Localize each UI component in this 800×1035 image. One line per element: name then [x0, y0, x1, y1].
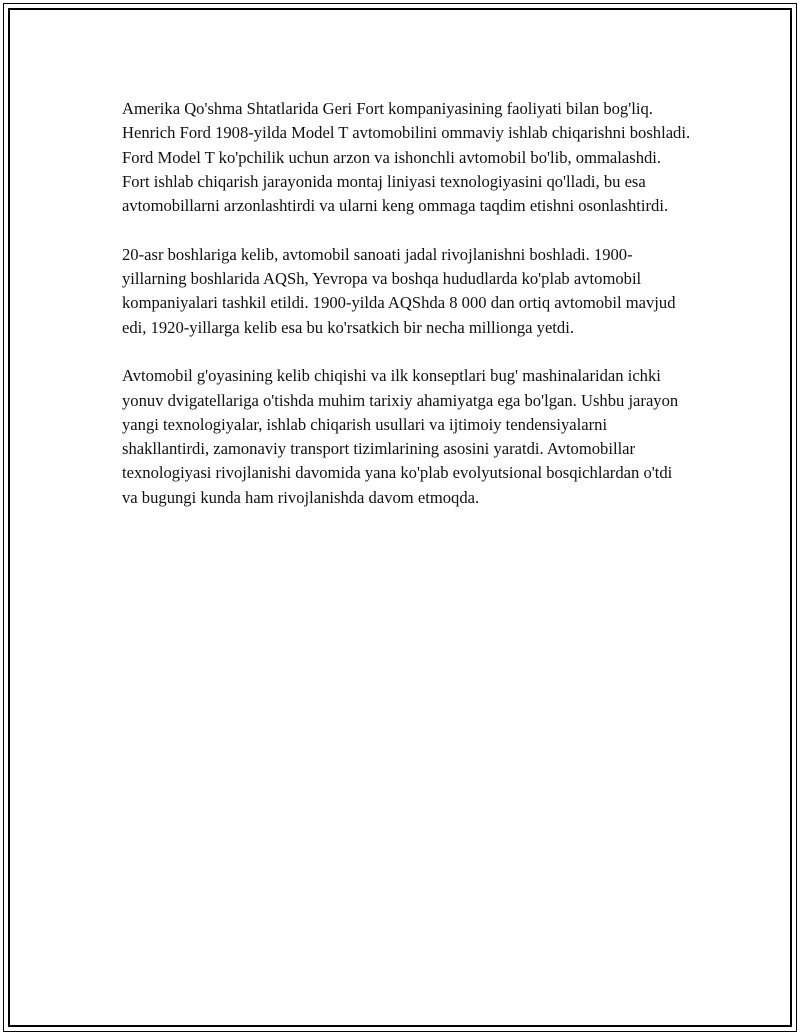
paragraph-automobile-concept-history: Avtomobil g'oyasining kelib chiqishi va ilk konseptlari bug' mashinalaridan ichki yonuv dvigatellariga o'tishda muhim tarixiy ahamiyatga ega bo'lgan. Ushbu jarayon yangi texnologiyalar, ishlab chiqarish usullari va ijtimoiy tendensiyalarni shakllantirdi, zamonaviy transport tizimlarining asosini yaratdi. Avtomobillar texnologiyasi rivojlanishi davomida yana ko'plab evolyutsional bosqichlardan o'tdi va bugungi kunda ham rivojlanishda davom etmoqda.	[122, 366, 679, 507]
paragraph-automotive-industry-growth: 20-asr boshlariga kelib, avtomobil sanoati jadal rivojlanishni boshladi. 1900-yillarning boshlarida AQSh, Yevropa va boshqa hududlarda ko'plab avtomobil kompaniyalari tashkil etildi. 1900-yilda AQShda 8 000 dan ortiq avtomobil mavjud edi, 1920-yillarga kelib esa bu ko'rsatkich bir necha millionga yetdi.	[122, 244, 676, 337]
paragraph-ford-model-t: Amerika Qo'shma Shtatlarida Geri Fort kompaniyasining faoliyati bilan bog'liq. Henrich Ford 1908-yilda Model T avtomobilini ommaviy ishlab chiqarishni boshladi. Ford Model T ko'pchilik uchun arzon va ishonchli avtomobil bo'lib, ommalashdi. Fort ishlab chiqarish jarayonida montaj liniyasi texnologiyasini qo'lladi, bu esa avtomobillarni arzonlashtirdi va ularni keng ommaga taqdim etishni osonlashtirdi.	[122, 99, 691, 216]
document-page	[3, 3, 797, 1032]
document-body	[122, 97, 692, 534]
